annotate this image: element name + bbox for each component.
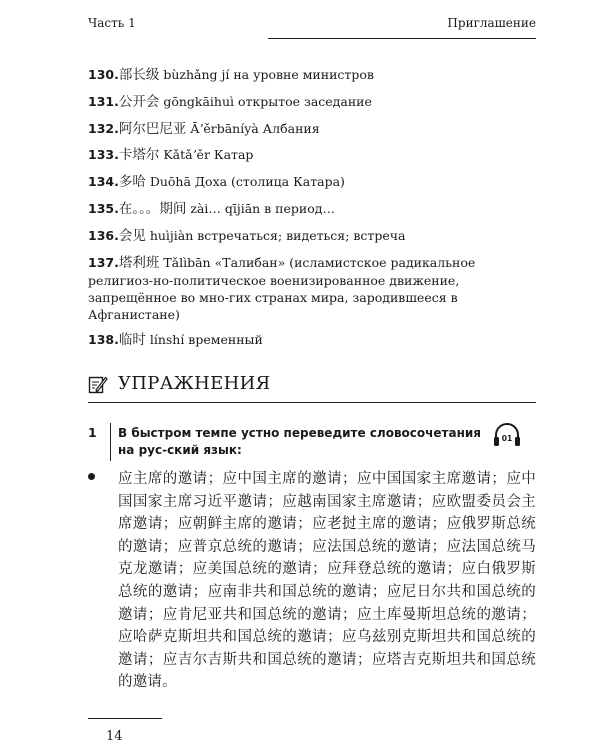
running-header [88, 16, 536, 36]
exercise-instruction: В быстром темпе устно переведите словосочетания на рус-ский язык: [118, 426, 481, 457]
vocab-translation: Duōhā Доха (столица Катара) [145, 174, 345, 190]
vocab-number: 136. [88, 227, 119, 243]
vocab-translation: Kǎtǎʼěr Катар [159, 147, 254, 163]
vocab-translation: gōngkāihuì открытое заседание [159, 93, 372, 109]
exercise-divider [110, 423, 111, 461]
vocabulary-list [88, 66, 536, 357]
vocab-chinese: 多哈 [118, 174, 146, 191]
vocab-translation: Tǎlìbān «Талибан» (исламистское радикальное религиоз-но-политическое военизированное движение, запрещённое во мно-гих странах мира, зародившееся в Афганистане) [88, 254, 476, 322]
page-number: 14 [106, 729, 123, 744]
vocab-chinese: 会见 [118, 227, 146, 244]
vocab-chinese: 塔利班 [118, 254, 160, 271]
chinese-phrases: 应主席的邀请；应中国主席的邀请；应中国国家主席邀请；应中国国家主席习近平邀请；应越南国家主席邀请；应欧盟委员会主席邀请；应朝鲜主席的邀请；应老挝主席的邀请；应俄罗斯总统的邀请；应普京总统的邀请；应法国总统的邀请；应法国总统马克龙邀请；应美国总统的邀请；应拜登总统的邀请；应白俄罗斯总统的邀请；应南非共和国总统的邀请；应尼日尔共和国总统的邀请；应肯尼亚共和国总统的邀请；应土库曼斯坦总统的邀请；应哈萨克斯坦共和国总统的邀请；应乌兹别克斯坦共和国总统的邀请；应吉尔吉斯共和国总统的邀请；应塔吉克斯坦共和国总统的邀请。 [118, 471, 536, 691]
headphones-icon[interactable] [492, 421, 522, 451]
header-rule [268, 38, 536, 39]
vocab-item [88, 93, 536, 111]
vocab-number: 131. [88, 93, 119, 109]
vocab-item [88, 173, 536, 191]
vocab-chinese: 阿尔巴尼亚 [118, 120, 187, 137]
bullet-icon [88, 473, 95, 480]
audio-track-number: 01 [501, 434, 513, 443]
vocab-chinese: 部长级 [118, 67, 160, 83]
vocab-number: 138. [88, 331, 119, 347]
vocab-chinese: 临时 [118, 331, 146, 348]
header-chapter: Приглашение [447, 16, 536, 30]
vocab-number: 137. [88, 254, 119, 270]
section-title: УПРАЖНЕНИЯ [118, 373, 271, 394]
vocab-item [88, 200, 536, 218]
vocab-number: 133. [88, 147, 119, 163]
vocab-chinese: 公开会 [118, 93, 160, 110]
header-part: Часть 1 [88, 16, 136, 30]
vocab-item [88, 120, 536, 138]
pencil-notepad-icon [88, 374, 108, 394]
vocab-translation: línshí временный [145, 331, 263, 347]
vocab-number: 134. [88, 174, 119, 190]
footer-rule [88, 718, 162, 719]
vocab-translation: huìjiàn встречаться; видеться; встреча [145, 227, 406, 243]
vocab-chinese: 在。。。期间 [118, 200, 187, 217]
vocab-number: 132. [88, 120, 119, 136]
vocab-item [88, 227, 536, 245]
vocab-item [88, 66, 536, 84]
vocab-item [88, 331, 536, 349]
vocab-item [88, 254, 536, 323]
section-rule [88, 402, 536, 403]
vocab-number: 135. [88, 200, 119, 216]
vocab-translation: Āʼěrbāníyà Албания [186, 120, 320, 136]
vocab-number: 130. [88, 67, 119, 82]
vocab-item [88, 146, 536, 164]
vocab-translation: zài… qījiān в период… [186, 200, 335, 216]
vocab-translation: bùzhǎng jí на уровне министров [159, 67, 374, 82]
vocab-chinese: 卡塔尔 [118, 147, 160, 164]
exercise-number: 1 [88, 425, 97, 440]
